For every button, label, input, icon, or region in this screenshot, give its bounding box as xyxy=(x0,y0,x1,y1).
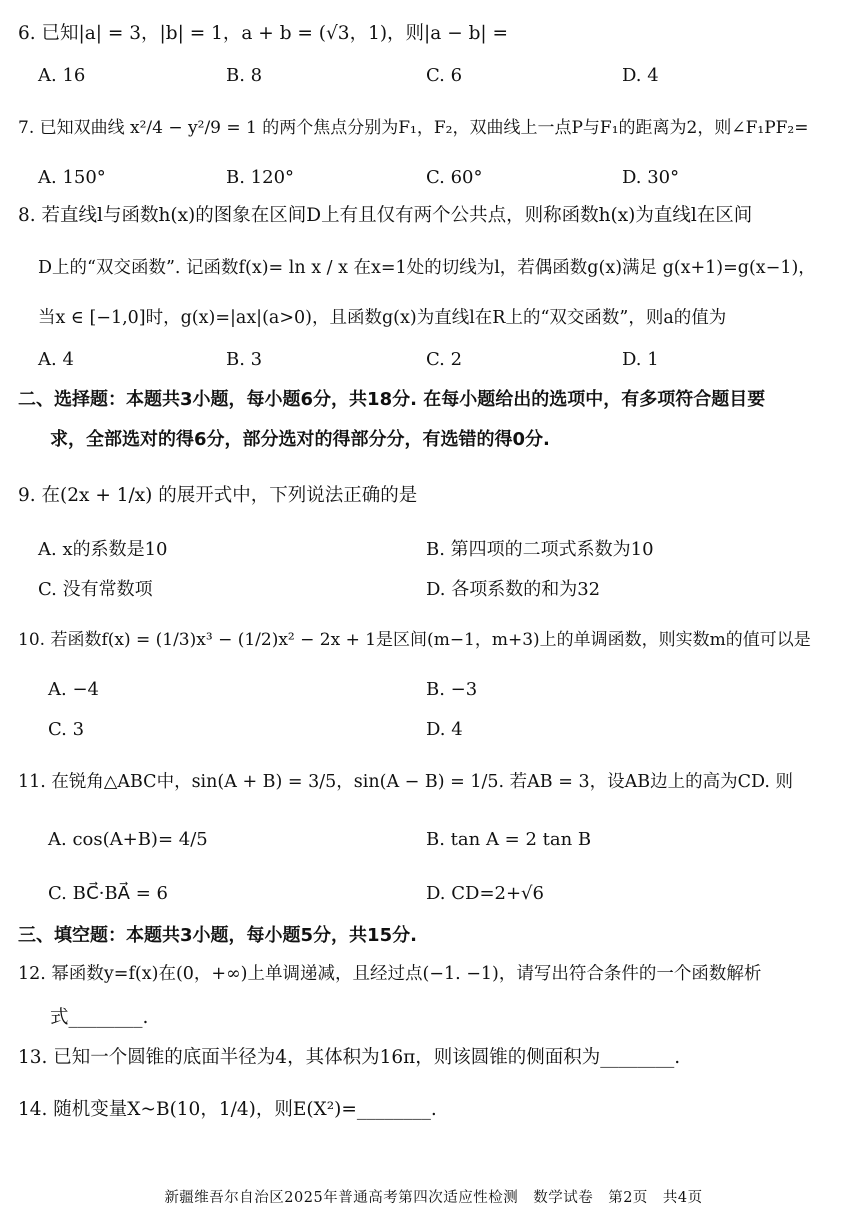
q6-option-c: C. 6 xyxy=(426,65,463,86)
q8-option-a: A. 4 xyxy=(38,349,74,370)
q11-stem: 11. 在锐角△ABC中，sin(A + B) = 3/5，sin(A − B) = 1/5. 若AB = 3，设AB边上的高为CD. 则 xyxy=(18,772,794,792)
q6-option-a: A. 16 xyxy=(38,65,86,86)
q8-line-2: D上的“双交函数”. 记函数f(x)= ln x / x 在x=1处的切线为l，若偶函数g(x)满足 g(x+1)=g(x−1)， xyxy=(38,258,816,278)
section-2-heading-cont: 求，全部选对的得6分，部分选对的得部分分，有选错的得0分. xyxy=(50,429,550,450)
q9-option-a: A. x的系数是10 xyxy=(38,539,168,560)
q10-option-c: C. 3 xyxy=(48,719,85,740)
q8-option-b: B. 3 xyxy=(226,349,263,370)
q12-line-1: 12. 幂函数y=f(x)在(0，+∞)上单调递减，且经过点(−1. −1)，请写出符合条件的一个函数解析 xyxy=(18,964,762,984)
q6-option-d: D. 4 xyxy=(622,65,659,86)
q10-stem: 10. 若函数f(x) = (1/3)x³ − (1/2)x² − 2x + 1是区间(m−1，m+3)上的单调函数，则实数m的值可以是 xyxy=(18,630,811,650)
q8-option-c: C. 2 xyxy=(426,349,463,370)
q12-line-2: 式________. xyxy=(50,1007,149,1028)
q11-option-c: C. BC⃗·BA⃗ = 6 xyxy=(48,883,168,904)
q8-line-3: 当x ∈ [−1,0]时，g(x)=|ax|(a>0)，且函数g(x)为直线l在R上的“双交函数”，则a的值为 xyxy=(38,308,727,328)
q7-option-a: A. 150° xyxy=(38,167,106,188)
q9-option-d: D. 各项系数的和为32 xyxy=(426,579,601,600)
q11-option-b: B. tan A = 2 tan B xyxy=(426,829,592,850)
q9-option-b: B. 第四项的二项式系数为10 xyxy=(426,539,654,560)
q10-option-b: B. −3 xyxy=(426,679,478,700)
q8-option-d: D. 1 xyxy=(622,349,659,370)
q7-option-b: B. 120° xyxy=(226,167,295,188)
section-3-heading: 三、填空题：本题共3小题，每小题5分，共15分. xyxy=(18,925,417,946)
page-footer: 新疆维吾尔自治区2025年普通高考第四次适应性检测 数学试卷 第2页 共4页 xyxy=(164,1190,703,1206)
q11-option-a: A. cos(A+B)= 4/5 xyxy=(48,829,208,850)
q8-line-1: 8. 若直线l与函数h(x)的图象在区间D上有且仅有两个公共点，则称函数h(x)为直线l在区间 xyxy=(18,205,753,226)
q13-stem: 13. 已知一个圆锥的底面半径为4，其体积为16π，则该圆锥的侧面积为________. xyxy=(18,1047,681,1068)
q7-stem: 7. 已知双曲线 x²/4 − y²/9 = 1 的两个焦点分别为F₁，F₂，双曲线上一点P与F₁的距离为2，则∠F₁PF₂= xyxy=(18,118,809,138)
q10-option-a: A. −4 xyxy=(48,679,99,700)
q11-option-d: D. CD=2+√6 xyxy=(426,883,544,904)
q7-option-c: C. 60° xyxy=(426,167,483,188)
q9-stem: 9. 在(2x + 1/x) 的展开式中，下列说法正确的是 xyxy=(18,485,418,506)
q7-option-d: D. 30° xyxy=(622,167,680,188)
q14-stem: 14. 随机变量X~B(10，1/4)，则E(X²)=________. xyxy=(18,1099,437,1120)
q9-option-c: C. 没有常数项 xyxy=(38,579,153,600)
q6-option-b: B. 8 xyxy=(226,65,263,86)
section-2-heading: 二、选择题：本题共3小题，每小题6分，共18分. 在每小题给出的选项中，有多项符合题目要 xyxy=(18,389,766,410)
q6-stem: 6. 已知|a| = 3，|b| = 1，a + b = (√3，1)，则|a − b| = xyxy=(18,23,509,44)
q10-option-d: D. 4 xyxy=(426,719,463,740)
